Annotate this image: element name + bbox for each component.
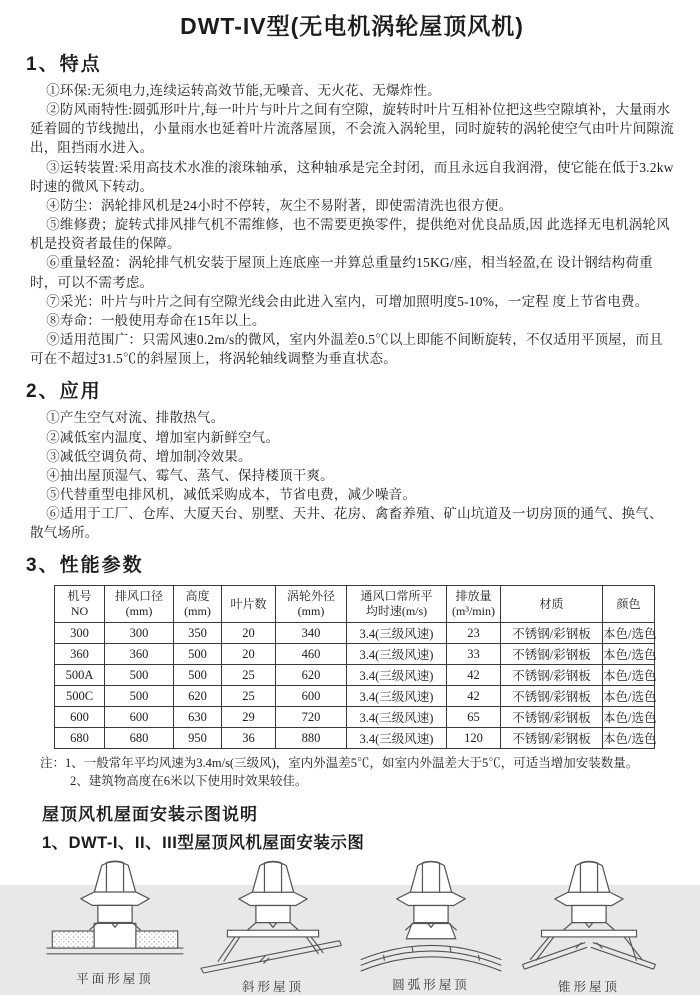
spec-table-cell: 500 — [174, 644, 222, 665]
application-paragraph: ③减低空调负荷、增加制冷效果。 — [46, 448, 252, 464]
spec-table-cell: 720 — [276, 707, 347, 728]
spec-table-cell: 500A — [55, 665, 105, 686]
feature-paragraph: ⑧寿命：一般使用寿命在15年以上。 — [46, 312, 266, 328]
spec-table-cell: 680 — [55, 728, 105, 749]
col-header-color: 颜色 — [603, 586, 655, 623]
spec-table-cell: 本色/选色 — [603, 644, 655, 665]
sloped-roof-diagram — [197, 855, 349, 977]
application-paragraph: ④抽出屋顶湿气、霉气、蒸气、保持楼顶干爽。 — [46, 467, 334, 483]
spec-table-cell: 360 — [105, 644, 174, 665]
spec-table-cell: 20 — [222, 623, 276, 644]
spec-table-body — [55, 623, 655, 749]
spec-table-cell: 350 — [174, 623, 222, 644]
installation-diagrams — [30, 855, 674, 995]
application-paragraph: ②减低室内温度、增加室内新鲜空气。 — [46, 429, 280, 445]
spec-table-cell: 620 — [174, 686, 222, 707]
spec-table-cell: 23 — [447, 623, 501, 644]
spec-table-cell: 500 — [174, 665, 222, 686]
spec-table — [54, 585, 655, 749]
spec-table-cell: 500 — [105, 686, 174, 707]
col-header-turbine-diameter: 涡轮外径 (mm) — [276, 586, 347, 623]
col-header-material: 材质 — [501, 586, 603, 623]
feature-paragraph: ⑨适用范围广：只需风速0.2m/s的微风，室内外温差0.5℃以上即能不间断旋转，不仅适用平顶屋，而且可在不超过31.5℃的斜屋顶上，将涡轮轴线调整为垂直状态。 — [30, 332, 663, 367]
spec-table-cell: 29 — [222, 707, 276, 728]
spec-table-cell: 本色/选色 — [603, 707, 655, 728]
spec-table-cell: 360 — [55, 644, 105, 665]
spec-table-cell: 本色/选色 — [603, 686, 655, 707]
application-paragraph: ①产生空气对流、排散热气。 — [46, 410, 225, 426]
spec-table-cell: 不锈钢/彩钢板 — [501, 665, 603, 686]
feature-paragraph: ③运转装置:采用高技术水准的滚珠轴承，这种轴承是完全封闭，而且永远自我润滑，使它能在低于3.2kw时速的微风下转动。 — [30, 159, 674, 194]
spec-table-row — [55, 686, 655, 707]
applications-list — [30, 408, 674, 542]
features-list — [30, 81, 674, 368]
spec-table-cell: 460 — [276, 644, 347, 665]
col-header-outlet-diameter: 排风口径 (mm) — [105, 586, 174, 623]
figure-conical-roof — [510, 855, 668, 995]
curved-roof-diagram — [355, 855, 507, 975]
spec-table-cell: 950 — [174, 728, 222, 749]
figure-curved-roof — [352, 855, 510, 995]
spec-table-cell: 680 — [105, 728, 174, 749]
spec-table-cell: 20 — [222, 644, 276, 665]
spec-table-cell: 本色/选色 — [603, 623, 655, 644]
feature-paragraph: ⑤维修费；旋转式排风排气机不需维修，也不需要更换零件，提供绝对优良品质,因 此选择无电机涡轮风机是投资者最佳的保障。 — [30, 217, 670, 252]
spec-table-cell: 不锈钢/彩钢板 — [501, 686, 603, 707]
figure-sloped-roof — [194, 855, 352, 995]
feature-paragraph: ⑥重量轻盈：涡轮排气机安装于屋顶上连底座一并算总重量约15KG/座，相当轻盈,在 设计钢结构荷重时，可以不需考虑。 — [30, 255, 653, 290]
spec-table-cell: 620 — [276, 665, 347, 686]
spec-table-cell: 65 — [447, 707, 501, 728]
spec-table-cell: 120 — [447, 728, 501, 749]
flat-roof-diagram — [39, 855, 191, 969]
spec-table-cell: 42 — [447, 665, 501, 686]
figure-label-conical-roof: 锥形屋顶 — [557, 980, 620, 995]
spec-table-cell: 3.4(三级风速) — [347, 686, 447, 707]
note-2: 2、建筑物高度在6米以下使用时效果较佳。 — [70, 773, 308, 788]
spec-table-cell: 本色/选色 — [603, 665, 655, 686]
parameters-heading: 3、性能参数 — [26, 555, 144, 577]
spec-table-cell: 600 — [276, 686, 347, 707]
installation-subheading: 1、DWT-I、II、III型屋顶风机屋面安装示图 — [42, 834, 365, 853]
feature-paragraph: ⑦采光：叶片与叶片之间有空隙光线会由此进入室内，可增加照明度5-10%，一定程 度上节省电费。 — [46, 293, 649, 309]
page-title: DWT-IV型(无电机涡轮屋顶风机) — [180, 13, 524, 39]
spec-table-cell: 36 — [222, 728, 276, 749]
table-notes — [40, 755, 674, 790]
spec-table-cell: 3.4(三级风速) — [347, 623, 447, 644]
spec-table-row — [55, 623, 655, 644]
spec-table-cell: 33 — [447, 644, 501, 665]
spec-table-cell: 630 — [174, 707, 222, 728]
figure-label-flat-roof: 平面形屋顶 — [76, 972, 154, 987]
applications-heading: 2、应用 — [26, 381, 102, 403]
spec-table-cell: 不锈钢/彩钢板 — [501, 707, 603, 728]
col-header-blade-count: 叶片数 — [222, 586, 276, 623]
spec-table-cell: 不锈钢/彩钢板 — [501, 728, 603, 749]
col-header-discharge: 排放量 (m³/min) — [447, 586, 501, 623]
feature-paragraph: ②防风雨特性:圆弧形叶片,每一叶片与叶片之间有空隙，旋转时叶片互相补位把这些空隙填补，大量雨水延着圆的节线抛出，小量雨水也延着叶片流落屋顶，不会流入涡轮里，同时旋转的涡轮使空气由叶片间隙流出，阻挡雨水进入。 — [30, 102, 674, 156]
note-1: 注：1、一般常年平均风速为3.4m/s(三级风)，室内外温差5℃，如室内外温差大于5℃，可适当增加安装数量。 — [40, 756, 639, 771]
col-header-height: 高度 (mm) — [174, 586, 222, 623]
spec-table-cell: 600 — [105, 707, 174, 728]
spec-table-cell: 340 — [276, 623, 347, 644]
figure-flat-roof — [36, 855, 194, 995]
spec-table-cell: 300 — [105, 623, 174, 644]
spec-table-row — [55, 665, 655, 686]
features-heading: 1、特点 — [26, 54, 102, 75]
spec-table-cell: 500C — [55, 686, 105, 707]
spec-table-row — [55, 644, 655, 665]
figure-label-sloped-roof: 斜形屋顶 — [241, 980, 304, 995]
spec-table-cell: 3.4(三级风速) — [347, 707, 447, 728]
spec-table-row — [55, 707, 655, 728]
col-header-wind-speed: 通风口常所平 均时速(m/s) — [347, 586, 447, 623]
spec-table-header-row — [55, 586, 655, 623]
spec-table-cell: 3.4(三级风速) — [347, 665, 447, 686]
col-header-machine-no: 机号 NO — [55, 586, 105, 623]
figure-label-curved-roof: 圆弧形屋顶 — [392, 978, 470, 993]
spec-table-cell: 42 — [447, 686, 501, 707]
spec-table-cell: 25 — [222, 665, 276, 686]
spec-table-cell: 25 — [222, 686, 276, 707]
feature-paragraph: ①环保:无须电力,连续运转高效节能,无噪音、无火花、无爆炸性。 — [46, 83, 441, 98]
spec-table-cell: 本色/选色 — [603, 728, 655, 749]
spec-table-cell: 600 — [55, 707, 105, 728]
conical-roof-diagram — [513, 855, 665, 977]
spec-table-cell: 不锈钢/彩钢板 — [501, 623, 603, 644]
spec-table-cell: 不锈钢/彩钢板 — [501, 644, 603, 665]
spec-table-cell: 3.4(三级风速) — [347, 644, 447, 665]
application-paragraph: ⑤代替重型电排风机，减低采购成本，节省电费，减少噪音。 — [46, 486, 417, 502]
feature-paragraph: ④防尘：涡轮排风机是24小时不停转，灰尘不易附著，即使需清洗也很方便。 — [46, 197, 513, 213]
spec-table-cell: 3.4(三级风速) — [347, 728, 447, 749]
spec-table-row — [55, 728, 655, 749]
installation-heading: 屋顶风机屋面安装示图说明 — [42, 805, 258, 825]
spec-table-cell: 500 — [105, 665, 174, 686]
spec-table-cell: 300 — [55, 623, 105, 644]
application-paragraph: ⑥适用于工厂、仓库、大厦天台、别墅、天井、花房、禽畜养殖、矿山坑道及一切房顶的通气、换气、散气场所。 — [30, 506, 663, 541]
spec-table-cell: 880 — [276, 728, 347, 749]
